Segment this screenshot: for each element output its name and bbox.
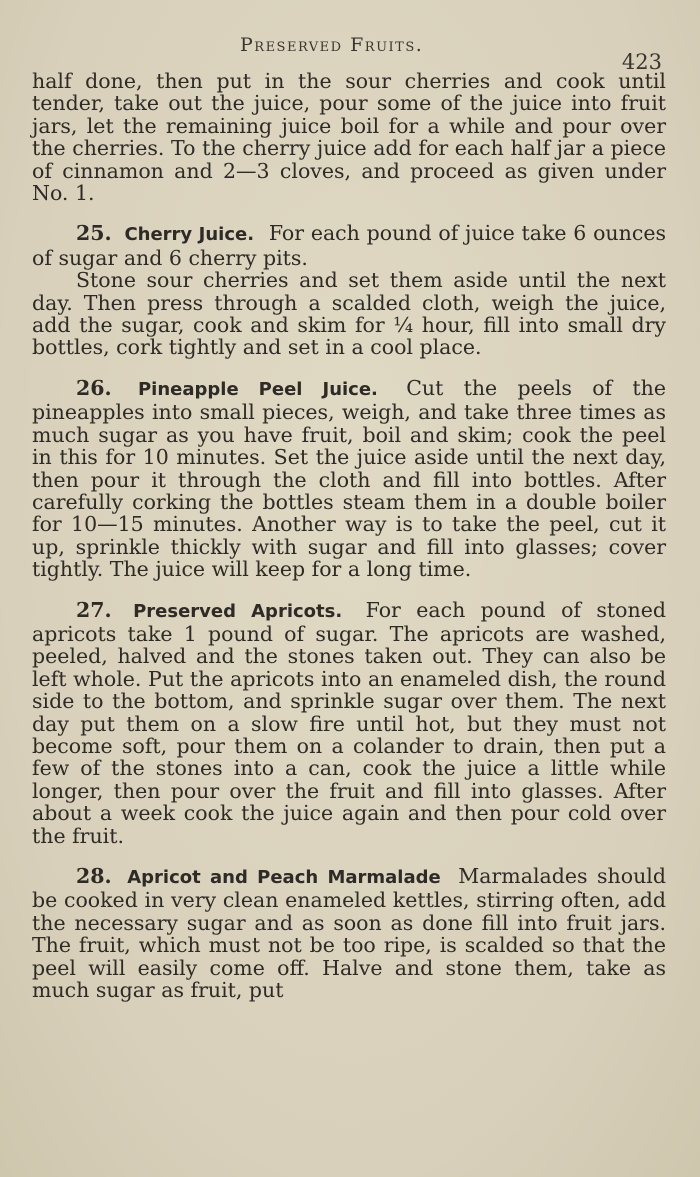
- recipe-lead: [32, 865, 666, 1001]
- page-number: 423: [621, 50, 662, 74]
- recipe-intro: Marmalades should be cooked in very clean enameled kettles, stirring often, add the necessary sugar and as soon as done fill into fruit jars. The fruit, which must not be too ripe, is scalded so that the peel will easily come off. Halve and stone them, take as much sugar as fruit, put: [32, 864, 666, 1003]
- recipe-number: 27.: [76, 597, 112, 622]
- recipe-intro: For each pound of stoned apricots take 1 pound of sugar. The apricots are washed, peeled, halved and the stones taken out. They can also be left whole. Put the apricots into an enameled dish, the round side to the bottom, and sprinkle sugar over them. The next day put them on a slow fire until hot, but they must not become soft, pour them on a colander to drain, then put a few of the stones into a can, cook the juice a little while longer, then pour over the fruit and fill into glasses. After about a week cook the juice again and then pour cold over the fruit.: [32, 597, 666, 848]
- running-head: [0, 30, 700, 74]
- body-text: [32, 70, 666, 1001]
- recipe-title: Cherry Juice.: [124, 224, 255, 246]
- recipe-number: 26.: [76, 375, 112, 400]
- recipe-28: [32, 865, 666, 1001]
- recipe-number: 25.: [76, 221, 112, 246]
- continuation-paragraph: half done, then put in the sour cherries and cook until tender, take out the juice, pour some of the juice into fruit jars, let the remaining juice boil for a while and pour over the cherries. To the cherry juice add for each half jar a piece of cinnamon and 2—3 cloves, and proceed as given under No. 1.: [32, 69, 666, 206]
- recipe-number: 28.: [76, 864, 112, 888]
- recipe-title: Apricot and Peach Marmalade: [127, 867, 441, 888]
- recipe-27: [32, 599, 666, 847]
- recipe-26: [32, 377, 666, 581]
- recipe-intro: For each pound of juice take 6 ounces of sugar and 6 cherry pits.: [32, 221, 666, 270]
- recipe-title: Pineapple Peel Juice.: [137, 378, 378, 400]
- recipe-lead: [32, 222, 666, 269]
- recipe-25: [32, 222, 666, 358]
- recipe-body: Stone sour cherries and set them aside until the next day. Then press through a scalded cloth, weigh the juice, add the sugar, cook and skim for ¼ hour, fill into small dry bottles, cork tightly and set in a cool place.: [32, 268, 666, 360]
- recipe-title: Preserved Apricots.: [133, 600, 343, 622]
- recipe-lead: [32, 377, 666, 581]
- running-title: Preserved Fruits.: [240, 34, 424, 56]
- recipe-lead: [32, 599, 666, 847]
- recipe-intro: Cut the peels of the pineapples into small pieces, weigh, and take three times as much sugar as you have fruit, boil and skim; cook the peel in this for 10 minutes. Set the juice aside until the next day, then pour it through the cloth and fill into bottles. After carefully corking the bottles steam them in a double boiler for 10—15 minutes. Another way is to take the peel, cut it up, sprinkle thickly with sugar and fill into glasses; cover tightly. The juice will keep for a long time.: [32, 375, 667, 582]
